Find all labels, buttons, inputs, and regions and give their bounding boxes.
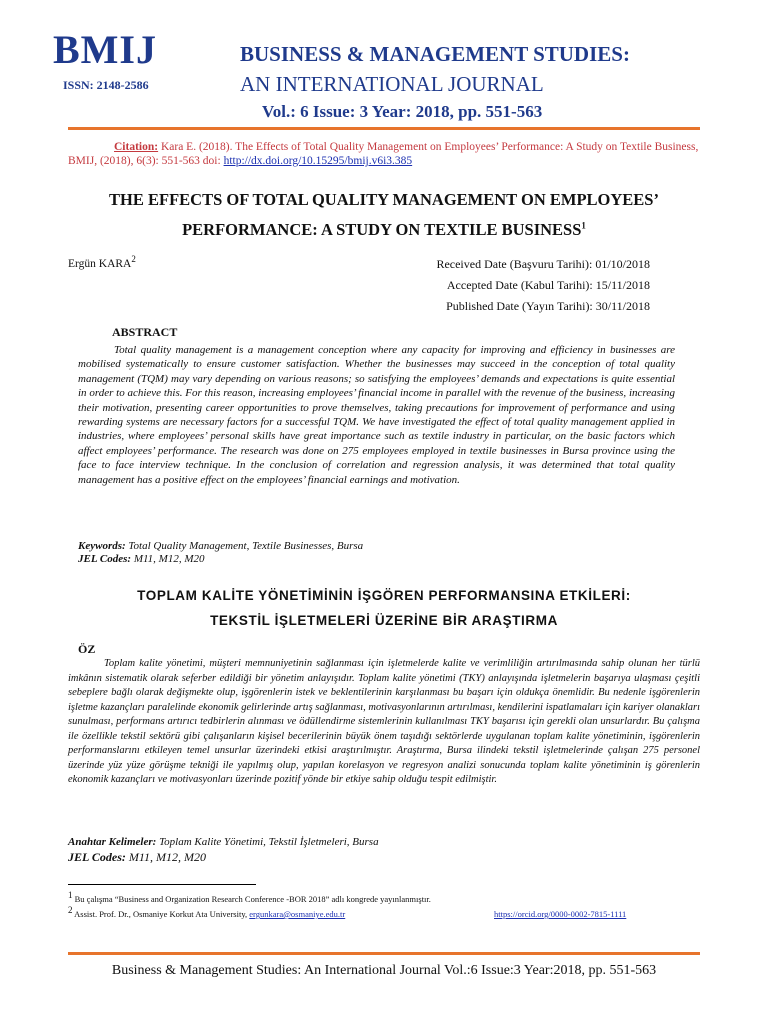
abstract-heading: ABSTRACT <box>112 325 178 339</box>
author <box>68 254 136 270</box>
oz-heading: ÖZ <box>78 642 96 656</box>
footnote-2-num: 2 <box>68 905 73 916</box>
anahtar-kelimeler <box>68 836 379 848</box>
footer-divider <box>68 952 700 955</box>
footnote-1-text: Bu çalışma “Business and Organization Research Conference -BOR 2018” adlı kongrede yayınlanmıştır. <box>72 894 431 904</box>
anahtar-text: Toplam Kalite Yönetimi, Tekstil İşletmeleri, Bursa <box>156 836 379 848</box>
citation-text: Kara E. (2018). The Effects of Total Quality Management on Employees’ Performance: A Study on Textile Business, BMIJ, (2018), 6(3): 551-563 doi: <box>68 141 699 167</box>
footnote-rule <box>68 884 256 885</box>
citation <box>68 140 700 168</box>
journal-logo: BMIJ <box>53 27 157 72</box>
page-footer: Business & Management Studies: An International Journal Vol.:6 Issue:3 Year:2018, pp. 551-563 <box>111 963 657 978</box>
turkish-title-line2: TEKSTİL İŞLETMELERİ ÜZERİNE BİR ARAŞTIRMA <box>210 613 558 628</box>
issn: ISSN: 2148-2586 <box>63 78 149 92</box>
title-footnote-ref[interactable]: 1 <box>581 220 586 231</box>
jel-label: JEL Codes: <box>78 553 132 565</box>
anahtar-label: Anahtar Kelimeler: <box>68 836 157 848</box>
turkish-title-line1: TOPLAM KALİTE YÖNETİMİNİN İŞGÖREN PERFORMANSINA ETKİLERİ: <box>137 588 631 603</box>
jel-codes <box>78 553 205 565</box>
received-date: Received Date (Başvuru Tarihi): 01/10/2018 <box>436 257 650 271</box>
footnote-2-text: Assist. Prof. Dr., Osmaniye Korkut Ata University, <box>72 909 250 919</box>
author-email-link[interactable]: ergunkara@osmaniye.edu.tr <box>249 909 346 919</box>
abstract-text: Total quality management is a management conception where any capacity for improving and efficiency in businesses are mobilised systematically to ensure customer satisfaction. Whether the businesses may succeed in the conception of total quality management (TQM) may vary depending on various reasons; so satisfying the employees’ demands and expectations is quite essential in order to achieve this. For this reason, increasing employees’ financial income in parallel with the revenue of the business, increasing their motivation, presenting career opportunities to prove themselves, taking precautions for improvement of performance and using rewarding systems are necessary factors for a successful TQM. We have investigated the effect of total quality management applied in industries, where employees’ personal skills have great importance such as textile industry in particular, on the basic factors which affect employees’ performance. The research was done on 275 employees employed in textile businesses in Bursa province using the face to face interview technique. In the conclusion of correlation and regression analysis, it was determined that total quality management has a positive effect on the employees’ financial earnings and motivation. <box>78 344 675 486</box>
journal-title-line1: BUSINESS & MANAGEMENT STUDIES: <box>240 42 630 66</box>
accepted-date: Accepted Date (Kabul Tarihi): 15/11/2018 <box>446 278 650 292</box>
jel-text-tr: M11, M12, M20 <box>125 850 206 864</box>
doi-link[interactable]: http://dx.doi.org/10.15295/bmij.v6i3.385 <box>223 155 413 167</box>
published-date: Published Date (Yayın Tarihi): 30/11/2018 <box>446 299 650 313</box>
header-divider <box>68 127 700 130</box>
paper-title-line1: THE EFFECTS OF TOTAL QUALITY MANAGEMENT ON EMPLOYEES’ <box>109 190 659 209</box>
orcid-link[interactable]: https://orcid.org/0000-0002-7815-1111 <box>494 909 627 919</box>
paper-title-line2 <box>68 220 700 240</box>
jel-label-tr: JEL Codes: <box>68 850 126 864</box>
keywords-label: Keywords: <box>78 540 126 552</box>
journal-volume: Vol.: 6 Issue: 3 Year: 2018, pp. 551-563 <box>262 102 543 121</box>
footnote-1-num: 1 <box>68 890 73 901</box>
journal-title-line2: AN INTERNATIONAL JOURNAL <box>240 72 544 96</box>
keywords <box>78 540 363 552</box>
oz-text: Toplam kalite yönetimi, müşteri memnuniyetinin sağlanması için işletmelerde kalite ve verimliliğin artırılmasında sahip olunan her türlü imkânın sistematik olarak seferber edildiği bir yönetim anlayışıdır. Toplam kalite yönetimi (TKY) anlayışında işletmelerin başarıya ulaşması çeşitli sebeplere bağlı olarak değişmekte olup, işgörenlerin istek ve beklentilerinin karşılanması bu başarı için oldukça önemlidir. Bu nedenle işgörenlerin işletme kazançları paralelinde ekonomik gelirlerinde artış sağlanması, motivasyonlarının artırılması, kendilerini ispatlamaları için kariyer olanakları sunulması, performans artırıcı tedbirlerin alınması ve ödüllendirme sistemlerinin kullanılması TKY başarısı için gerekli olan unsurlardır. Bu çalışma ile özellikle tekstil sektörü gibi çalışanların kişisel becerilerinin büyük önem taşıdığı sektörlerde uygulanan toplam kalite yönetiminin, işgörenlerin performanslarını etkileyen temel unsurlar üzerindeki etkisi araştırılmıştır. Araştırma, Bursa ilindeki tekstil işletmelerinde çalışan 275 personel üzerinde yüz yüze görüşme tekniği ile yapılmış olup, yapılan korelasyon ve regresyon analizi sonucunda toplam kalite yönetiminin iş görenlerin ekonomik kazançları ve motivasyonları üzerinde pozitif yönde bir etkiye sahip olduğu tespit edilmiştir. <box>68 658 700 785</box>
author-name: Ergün KARA <box>68 258 132 270</box>
keywords-text: Total Quality Management, Textile Businesses, Bursa <box>125 540 364 552</box>
citation-label: Citation: <box>114 141 159 153</box>
jel-codes-tr <box>68 850 206 865</box>
dates-block <box>436 254 650 317</box>
footnote-2 <box>68 905 627 920</box>
footnote-1 <box>68 890 431 905</box>
jel-text: M11, M12, M20 <box>131 553 205 565</box>
author-footnote-ref[interactable]: 2 <box>131 254 136 265</box>
paper-title-text: PERFORMANCE: A STUDY ON TEXTILE BUSINESS <box>182 220 582 239</box>
